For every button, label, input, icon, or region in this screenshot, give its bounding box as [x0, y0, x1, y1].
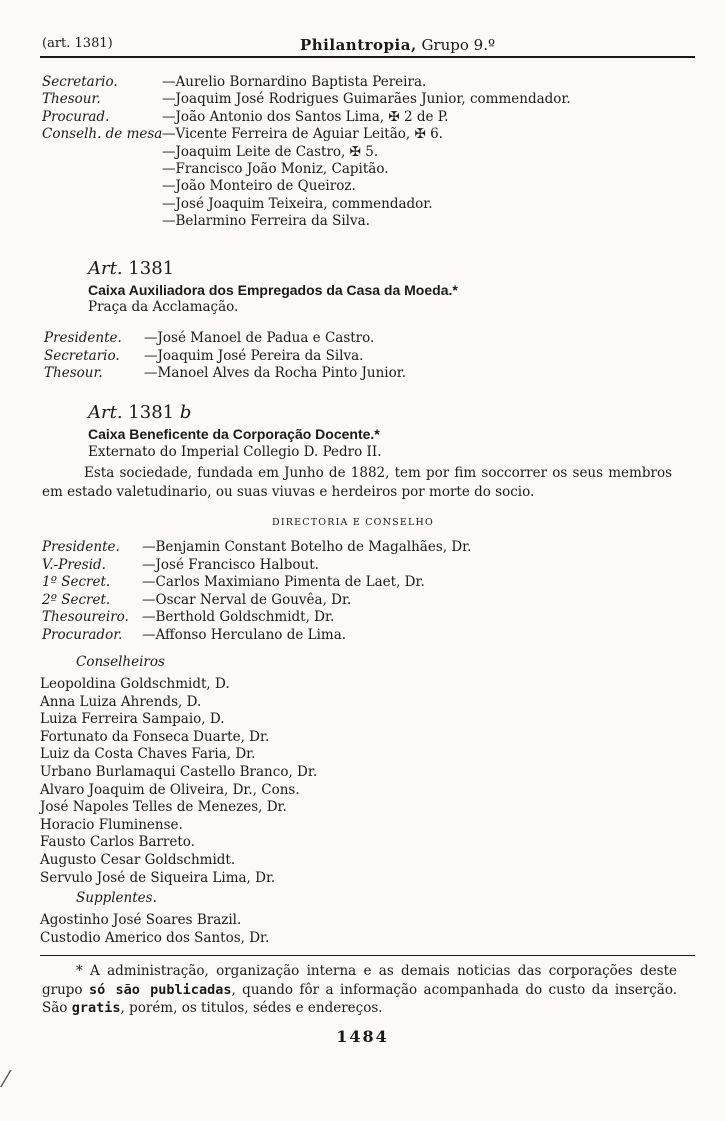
member-name: —José Manoel de Padua e Castro. — [144, 330, 375, 346]
council-member: Horacio Fluminense. — [40, 816, 183, 833]
member-row — [42, 109, 448, 126]
member-name: —Francisco João Moniz, Capitão. — [162, 161, 389, 177]
member-name: —Carlos Maximiano Pimenta de Laet, Dr. — [142, 574, 425, 590]
member-name: —Joaquim José Rodrigues Guimarães Junior, commendador. — [162, 91, 571, 108]
council-member: Servulo José de Siqueira Lima, Dr. — [40, 869, 276, 886]
article-number: 1381 — [128, 258, 175, 279]
member-role: Thesour. — [44, 365, 103, 381]
header-title-text: Philantropia, — [300, 36, 417, 54]
council-member: Anna Luiza Ahrends, D. — [40, 693, 202, 710]
member-role: Procurador. — [42, 626, 123, 643]
member-name: —Belarmino Ferreira da Silva. — [162, 213, 370, 230]
page-number: 1484 — [336, 1027, 389, 1046]
member-row — [42, 74, 426, 91]
member-name: —José Francisco Halbout. — [142, 556, 319, 573]
member-row — [44, 348, 363, 365]
header-rule — [40, 56, 695, 58]
article-1381b-name: Caixa Beneficente da Corporação Docente.* — [88, 426, 380, 442]
member-role: Thesour. — [42, 91, 101, 108]
substitutes-heading: Supplentes. — [76, 890, 157, 906]
substitute-member: Agostinho José Soares Brazil. — [40, 912, 242, 928]
article-1381-title — [88, 258, 174, 279]
member-name: —João Monteiro de Queiroz. — [162, 178, 356, 195]
member-row — [42, 196, 433, 213]
member-role: V.-Presid. — [42, 556, 106, 573]
board-member-row — [42, 609, 334, 626]
council-member: Leopoldina Goldschmidt, D. — [40, 676, 230, 692]
footnote — [42, 962, 677, 1018]
board-heading: DIRECTORIA E CONSELHO — [272, 517, 434, 528]
footnote-part-3: , porém, os titulos, sédes e endereços. — [120, 1000, 383, 1016]
member-role: Presidente. — [44, 330, 122, 346]
member-name: —Berthold Goldschmidt, Dr. — [142, 609, 335, 625]
article-1381b-title — [88, 402, 191, 423]
board-member-row — [42, 574, 425, 591]
council-member: Augusto Cesar Goldschmidt. — [40, 852, 236, 868]
member-row — [42, 126, 443, 143]
council-member: Luiza Ferreira Sampaio, D. — [40, 711, 225, 728]
member-role: Thesoureiro. — [42, 609, 129, 625]
member-role: Secretario. — [44, 347, 120, 364]
board-member-row — [42, 627, 346, 644]
article-1381-name: Caixa Auxiliadora dos Empregados da Casa da Moeda.* — [88, 282, 458, 298]
article-1381b-address: Externato do Imperial Collegio D. Pedro II. — [88, 444, 382, 460]
board-member-row — [42, 539, 471, 556]
footnote-part-2: , quando fôr a informação acompanhada do custo da inserção. São — [42, 981, 677, 1016]
member-name: —José Joaquim Teixeira, commendador. — [162, 195, 433, 212]
footnote-part-1: A administração, organização interna e as demais noticias das corporações deste grupo — [42, 963, 677, 998]
council-member: Alvaro Joaquim de Oliveira, Dr., Cons. — [40, 781, 300, 798]
header-group: Grupo 9.º — [421, 36, 496, 54]
footnote-star: * — [76, 963, 83, 979]
member-row — [42, 91, 571, 108]
member-name: —Vicente Ferreira de Aguiar Leitão, ✠ 6. — [162, 126, 443, 143]
member-name: —Joaquim José Pereira da Silva. — [144, 347, 364, 364]
member-name: —Affonso Herculano de Lima. — [142, 626, 347, 643]
member-role: Presidente. — [42, 539, 120, 555]
member-name: —Aurelio Bornardino Baptista Pereira. — [162, 74, 427, 90]
member-name: —Oscar Nerval de Gouvêa, Dr. — [142, 591, 352, 608]
substitute-member: Custodio Americo dos Santos, Dr. — [40, 929, 270, 946]
board-member-row — [42, 557, 319, 574]
society-description: Esta sociedade, fundada em Junho de 1882, tem por fim soccorrer os seus membros em estado valetudinario, ou suas viuvas e herdeiros por morte do socio. — [42, 465, 672, 500]
member-row — [42, 144, 378, 161]
council-member: Urbano Burlamaqui Castello Branco, Dr. — [40, 764, 318, 780]
article-1381-address: Praça da Acclamação. — [88, 299, 239, 315]
footnote-rule — [40, 955, 695, 956]
header-article-ref: (art. 1381) — [42, 36, 113, 51]
margin-mark: ⁄ — [4, 1068, 8, 1093]
member-row — [44, 365, 406, 382]
footnote-emphasis-2: gratis — [71, 1000, 121, 1016]
council-member: Fausto Carlos Barreto. — [40, 834, 195, 851]
council-member: José Napoles Telles de Menezes, Dr. — [40, 799, 287, 816]
running-header — [42, 36, 697, 54]
member-role: Secretario. — [42, 74, 118, 90]
member-name: —Benjamin Constant Botelho de Magalhães, Dr. — [142, 539, 472, 555]
member-name: —Manoel Alves da Rocha Pinto Junior. — [144, 365, 407, 381]
member-row — [42, 161, 389, 178]
council-member: Fortunato da Fonseca Duarte, Dr. — [40, 728, 270, 745]
member-row — [42, 178, 356, 195]
article-number: 1381 — [128, 402, 175, 423]
header-title — [300, 36, 495, 54]
member-row — [42, 213, 370, 230]
member-role: 2º Secret. — [42, 591, 111, 608]
council-heading: Conselheiros — [76, 654, 165, 670]
footnote-emphasis-1: só são publicadas — [89, 981, 232, 998]
member-name: —Joaquim Leite de Castro, ✠ 5. — [162, 143, 379, 160]
member-role: 1º Secret. — [42, 574, 111, 590]
member-row — [44, 330, 374, 347]
article-prefix: Art. — [88, 402, 123, 423]
article-prefix: Art. — [88, 258, 123, 279]
article-suffix: b — [179, 402, 192, 423]
member-role: Procurad. — [42, 108, 110, 125]
board-member-row — [42, 592, 351, 609]
member-role: Conselh. de mesa — [42, 126, 163, 143]
council-member: Luiz da Costa Chaves Faria, Dr. — [40, 746, 256, 763]
member-name: —João Antonio dos Santos Lima, ✠ 2 de P. — [162, 108, 449, 125]
